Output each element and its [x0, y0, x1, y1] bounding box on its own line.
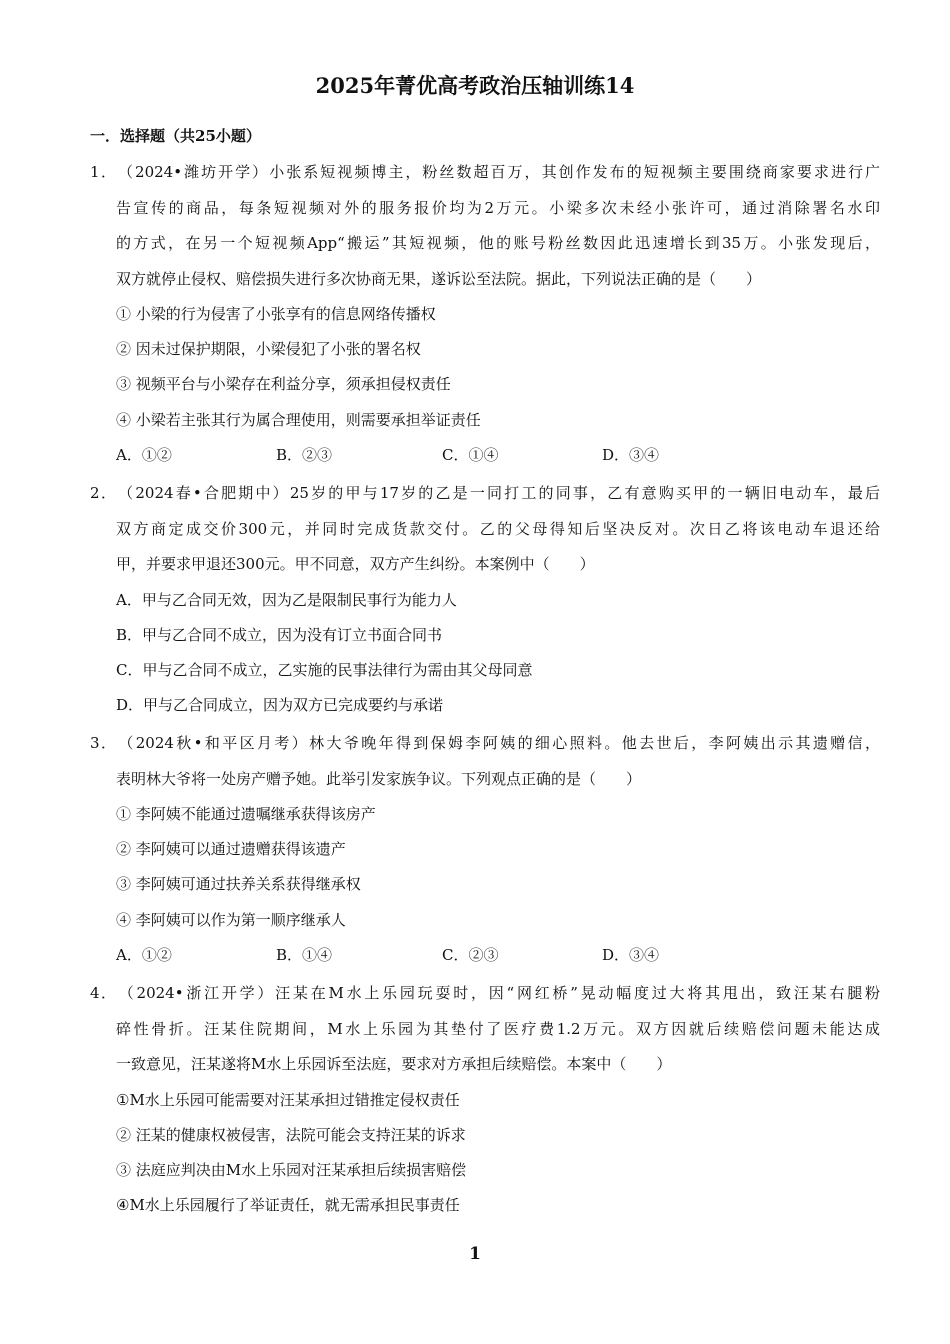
question-line: 双方就停止侵权、赔偿损失进行多次协商无果，遂诉讼至法院。据此，下列说法正确的是（ ） [116, 269, 762, 288]
question-line: 4．（2024•浙江开学）汪某在M水上乐园玩耍时，因“网红桥”晃动幅度过大将其甩出，致汪某右腿粉 [90, 976, 880, 1012]
statement: ① 李阿姨不能通过遗嘱继承获得该房产 [116, 805, 376, 823]
question-line: 一致意见，汪某遂将M水上乐园诉至法庭，要求对方承担后续赔偿。本案中（ ） [116, 1055, 672, 1073]
question-line: 的方式，在另一个短视频App“搬运”其短视频，他的账号粉丝数因此迅速增长到35万。小张发现后， [116, 234, 880, 252]
choice-b: B．①④ [276, 945, 333, 964]
choice-d: D．③④ [602, 945, 660, 964]
question-line: 3．（2024秋•和平区月考）林大爷晚年得到保姆李阿姨的细心照料。他去世后，李阿姨出示其遗赠信， [90, 726, 880, 762]
statement: ④ 小梁若主张其行为属合理使用，则需要承担举证责任 [116, 410, 481, 429]
question-3 [90, 726, 880, 973]
question-line: 双方商定成交价300元，并同时完成货款交付。乙的父母得知后坚决反对。次日乙将该电动车退还给 [116, 519, 880, 538]
section-heading: 一．选择题（共25小题） [90, 127, 261, 145]
statement: ③ 视频平台与小梁存在利益分享，须承担侵权责任 [116, 375, 451, 394]
statement: ④M水上乐园履行了举证责任，就无需承担民事责任 [116, 1196, 460, 1215]
question-4 [90, 976, 880, 1223]
question-number: 3． [90, 734, 116, 752]
question-line: 表明林大爷将一处房产赠予她。此举引发家族争议。下列观点正确的是（ ） [116, 769, 642, 788]
choice-a: A．①② [116, 445, 172, 464]
question-number: 1． [90, 163, 116, 181]
question-line: 1．（2024•潍坊开学）小张系短视频博主，粉丝数超百万，其创作发布的短视频主要围绕商家要求进行广 [90, 155, 880, 191]
choice-c: C．①④ [442, 445, 499, 464]
option: C．甲与乙合同不成立，乙实施的民事法律行为需由其父母同意 [116, 660, 533, 679]
choice-d: D．③④ [602, 445, 660, 464]
question-1 [90, 155, 880, 473]
option: D．甲与乙合同成立，因为双方已完成要约与承诺 [116, 696, 444, 715]
statement: ② 因未过保护期限，小梁侵犯了小张的署名权 [116, 340, 421, 359]
statement: ③ 法庭应判决由M水上乐园对汪某承担后续损害赔偿 [116, 1160, 467, 1179]
statement: ② 李阿姨可以通过遗赠获得该遗产 [116, 840, 346, 859]
option: A．甲与乙合同无效，因为乙是限制民事行为能力人 [116, 590, 457, 609]
question-line: 甲，并要求甲退还300元。甲不同意，双方产生纠纷。本案例中（ ） [116, 555, 595, 573]
statement: ③ 李阿姨可通过扶养关系获得继承权 [116, 875, 361, 894]
question-number: 2． [90, 484, 116, 502]
statement: ② 汪某的健康权被侵害，法院可能会支持汪某的诉求 [116, 1125, 466, 1144]
option: B．甲与乙合同不成立，因为没有订立书面合同书 [116, 625, 443, 644]
choice-b: B．②③ [276, 445, 333, 464]
document-title: 2025年菁优高考政治压轴训练14 [315, 73, 635, 98]
question-line: 2．（2024春•合肥期中）25岁的甲与17岁的乙是一同打工的同事，乙有意购买甲的一辆旧电动车，最后 [90, 476, 880, 512]
answer-choices [90, 438, 880, 473]
question-number: 4． [90, 984, 116, 1002]
statement: ④ 李阿姨可以作为第一顺序继承人 [116, 910, 346, 929]
statement: ①M水上乐园可能需要对汪某承担过错推定侵权责任 [116, 1090, 460, 1109]
page-number: 1 [469, 1244, 481, 1264]
question-line: 告宣传的商品，每条短视频对外的服务报价均为2万元。小梁多次未经小张许可，通过消除署名水印 [116, 198, 880, 217]
question-line: 碎性骨折。汪某住院期间，M水上乐园为其垫付了医疗费1.2万元。双方因就后续赔偿问题未能达成 [116, 1019, 880, 1038]
answer-choices [90, 938, 880, 973]
question-2 [90, 476, 880, 723]
choice-c: C．②③ [442, 945, 499, 964]
choice-a: A．①② [116, 945, 172, 964]
statement: ① 小梁的行为侵害了小张享有的信息网络传播权 [116, 305, 436, 323]
